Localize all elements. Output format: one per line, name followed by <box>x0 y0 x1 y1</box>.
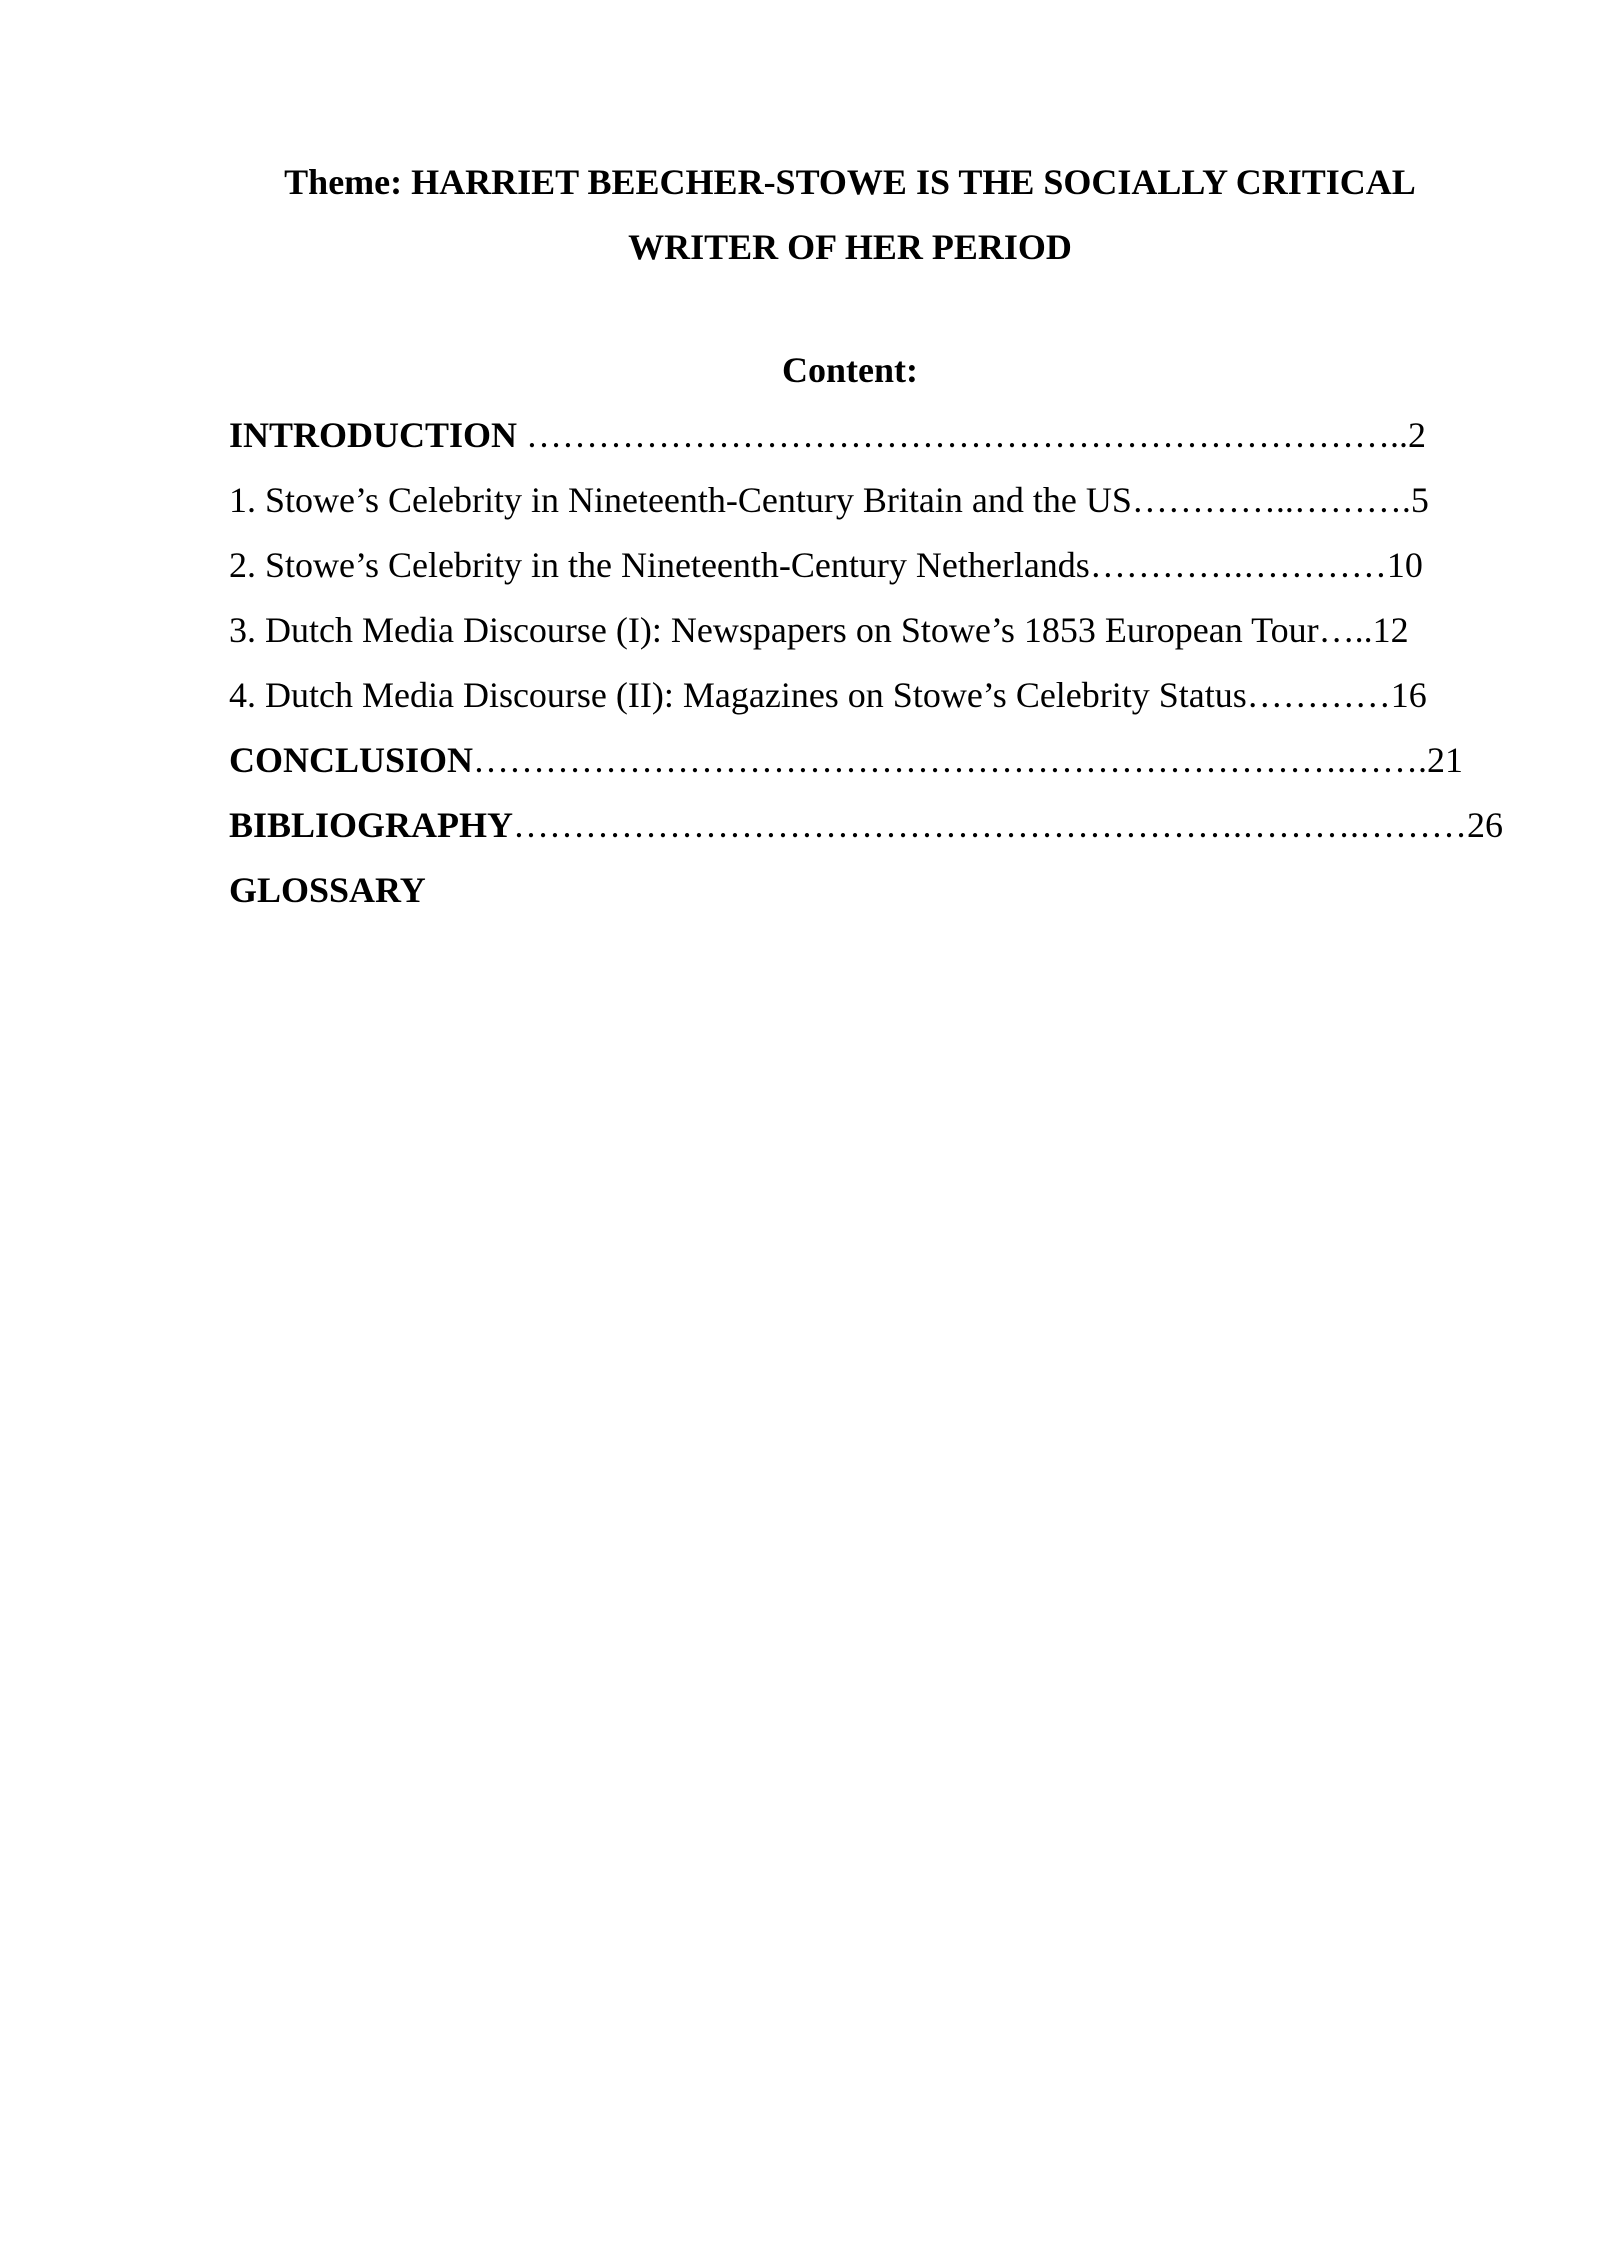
toc-label: 3. Dutch Media Discourse (I): Newspapers on Stowe’s 1853 European Tour <box>229 610 1319 650</box>
toc-page-number: 21 <box>1427 740 1464 780</box>
title-line-1: Theme: HARRIET BEECHER-STOWE IS THE SOCIALLY CRITICAL <box>284 162 1416 202</box>
toc-page-number: 5 <box>1410 480 1429 520</box>
toc-label: 4. Dutch Media Discourse (II): Magazines on Stowe’s Celebrity Status <box>229 675 1247 715</box>
toc-label: BIBLIOGRAPHY <box>229 805 514 845</box>
toc-entry-introduction <box>229 410 1509 475</box>
toc-page-number: 10 <box>1386 545 1423 585</box>
title-line-2: WRITER OF HER PERIOD <box>628 227 1072 267</box>
document-title <box>200 150 1500 280</box>
toc-leader: ………… <box>1246 675 1391 715</box>
toc-page-number: 12 <box>1372 610 1409 650</box>
toc-leader: ……………………………………………………………….……. <box>473 740 1428 780</box>
toc-label: CONCLUSION <box>229 740 474 780</box>
toc-label: 1. Stowe’s Celebrity in Nineteenth-Century Britain and the US <box>229 480 1132 520</box>
toc-leader: …………………………………………………….……….……… <box>513 805 1468 845</box>
toc-label: 2. Stowe’s Celebrity in the Nineteenth-Century Netherlands <box>229 545 1090 585</box>
toc-page-number: 16 <box>1390 675 1427 715</box>
toc-entry-chapter-2 <box>229 540 1509 605</box>
toc-label: GLOSSARY <box>229 870 426 910</box>
toc-page-number: 26 <box>1467 805 1504 845</box>
table-of-contents <box>229 410 1509 930</box>
toc-page-number: 2 <box>1408 415 1427 455</box>
toc-entry-conclusion <box>229 735 1509 800</box>
toc-entry-chapter-1 <box>229 475 1509 540</box>
toc-entry-chapter-3 <box>229 605 1509 670</box>
toc-entry-glossary <box>229 865 1509 930</box>
toc-entry-chapter-4 <box>229 670 1509 735</box>
toc-entry-bibliography <box>229 800 1509 865</box>
toc-leader: ……………………………………………………………….. <box>517 415 1409 455</box>
contents-heading: Content: <box>782 350 918 390</box>
toc-leader: ………….………… <box>1089 545 1387 585</box>
toc-label: INTRODUCTION <box>229 415 518 455</box>
toc-leader: ….. <box>1318 610 1373 650</box>
toc-leader: …………..………. <box>1131 480 1411 520</box>
